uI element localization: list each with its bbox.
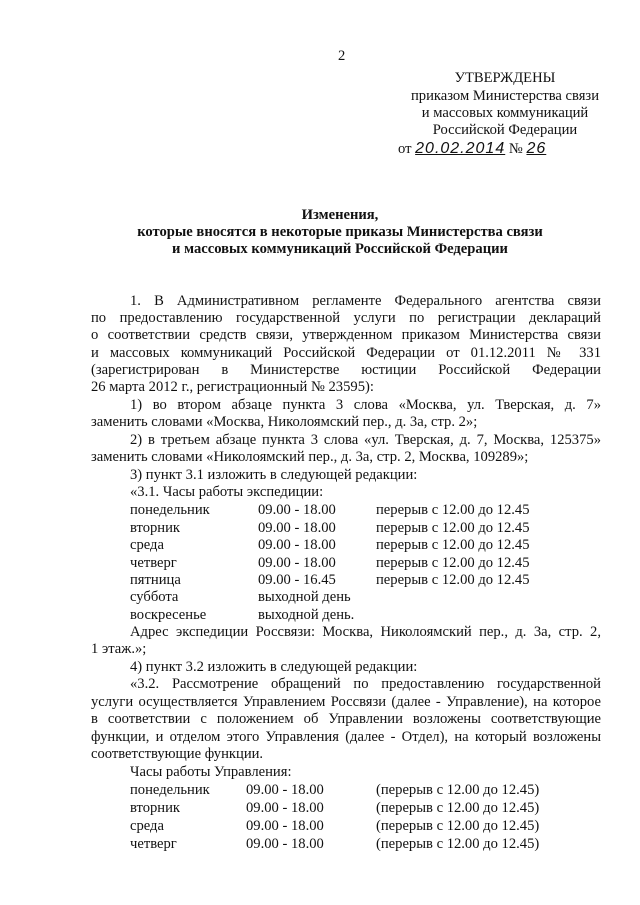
- schedule-break: (перерыв с 12.00 до 12.45): [376, 782, 540, 798]
- heading-line: Изменения,: [301, 207, 379, 223]
- schedule-day: воскресенье: [130, 607, 207, 623]
- schedule-day: вторник: [130, 800, 181, 816]
- schedule-day: понедельник: [130, 502, 210, 518]
- paragraph-line: «3.2. Рассмотрение обращений по предоставлению государственной: [130, 676, 601, 692]
- paragraph-line: в соответствии с положением об Управлении возложены соответствующие: [91, 711, 601, 727]
- schedule-break: перерыв с 12.00 до 12.45: [376, 555, 530, 571]
- address-line: 1 этаж.»;: [91, 641, 147, 657]
- schedule-day: среда: [130, 818, 164, 834]
- schedule-hours: 09.00 - 18.00: [246, 782, 324, 798]
- handwritten-number: 26: [526, 140, 547, 157]
- approval-title: УТВЕРЖДЕНЫ: [454, 70, 556, 86]
- schedule-break: перерыв с 12.00 до 12.45: [376, 572, 530, 588]
- list-item-line: заменить словами «Москва, Николоямский пер., д. 3а, стр. 2»;: [91, 414, 478, 430]
- address-line: Адрес экспедиции Россвязи: Москва, Николоямский пер., д. 3а, стр. 2,: [130, 624, 601, 640]
- approval-line: приказом Министерства связи: [410, 88, 600, 104]
- schedule-hours: 09.00 - 18.00: [246, 818, 324, 834]
- paragraph-line: соответствующие функции.: [91, 746, 264, 762]
- schedule-hours: 09.00 - 18.00: [246, 800, 324, 816]
- paragraph-line: о соответствии средств связи, утвержденном приказом Министерства связи: [91, 327, 601, 343]
- list-item-line: 4) пункт 3.2 изложить в следующей редакции:: [130, 659, 418, 675]
- paragraph-line: (зарегистрирован в Министерстве юстиции Российской Федерации: [91, 362, 601, 378]
- schedule-break: перерыв с 12.00 до 12.45: [376, 520, 530, 536]
- approval-date-line: [398, 140, 564, 158]
- schedule-break: (перерыв с 12.00 до 12.45): [376, 836, 540, 852]
- handwritten-date: 20.02.2014: [415, 140, 506, 157]
- page-number: 2: [338, 48, 346, 64]
- schedule-day: четверг: [130, 836, 177, 852]
- number-sign: №: [508, 141, 523, 157]
- schedule-hours: выходной день.: [258, 607, 355, 623]
- schedule-hours: выходной день: [258, 589, 351, 605]
- paragraph-line: 1. В Административном регламенте Федерального агентства связи: [130, 293, 601, 309]
- schedule-hours: 09.00 - 18.00: [246, 836, 324, 852]
- list-item-line: 2) в третьем абзаце пункта 3 слова «ул. Тверская, д. 7, Москва, 125375»: [130, 432, 601, 448]
- schedule-day: среда: [130, 537, 164, 553]
- schedule-day: четверг: [130, 555, 177, 571]
- schedule-break: перерыв с 12.00 до 12.45: [376, 502, 530, 518]
- schedule-day: понедельник: [130, 782, 210, 798]
- approval-line: Российской Федерации: [432, 122, 578, 138]
- schedule-hours: 09.00 - 18.00: [258, 520, 336, 536]
- schedule-break: перерыв с 12.00 до 12.45: [376, 537, 530, 553]
- section-title: Часы работы Управления:: [130, 764, 292, 780]
- paragraph-line: функции, и отделом этого Управления (далее - Отдел), на который возложены: [91, 729, 601, 745]
- schedule-hours: 09.00 - 18.00: [258, 537, 336, 553]
- list-item-line: заменить словами «Николоямский пер., д. 3а, стр. 2, Москва, 109289»;: [91, 449, 529, 465]
- heading-line: которые вносятся в некоторые приказы Министерства связи: [137, 224, 543, 240]
- schedule-day: суббота: [130, 589, 179, 605]
- schedule-hours: 09.00 - 16.45: [258, 572, 336, 588]
- schedule-break: (перерыв с 12.00 до 12.45): [376, 800, 540, 816]
- approval-line: и массовых коммуникаций: [421, 105, 589, 121]
- section-title: «3.1. Часы работы экспедиции:: [130, 484, 324, 500]
- paragraph-line: по предоставлению государственной услуги по регистрации деклараций: [91, 310, 601, 326]
- date-prefix: от: [398, 141, 412, 157]
- paragraph-line: 26 марта 2012 г., регистрационный № 23595):: [91, 379, 374, 395]
- schedule-hours: 09.00 - 18.00: [258, 502, 336, 518]
- schedule-hours: 09.00 - 18.00: [258, 555, 336, 571]
- schedule-day: пятница: [130, 572, 181, 588]
- paragraph-line: и массовых коммуникаций Российской Федерации от 01.12.2011 № 331: [91, 345, 601, 361]
- paragraph-line: услуги осуществляется Управлением Россвязи (далее - Управление), на которое: [91, 694, 601, 710]
- schedule-day: вторник: [130, 520, 181, 536]
- heading-line: и массовых коммуникаций Российской Федерации: [172, 241, 508, 257]
- list-item-line: 3) пункт 3.1 изложить в следующей редакции:: [130, 467, 418, 483]
- schedule-break: (перерыв с 12.00 до 12.45): [376, 818, 540, 834]
- list-item-line: 1) во втором абзаце пункта 3 слова «Москва, ул. Тверская, д. 7»: [130, 397, 601, 413]
